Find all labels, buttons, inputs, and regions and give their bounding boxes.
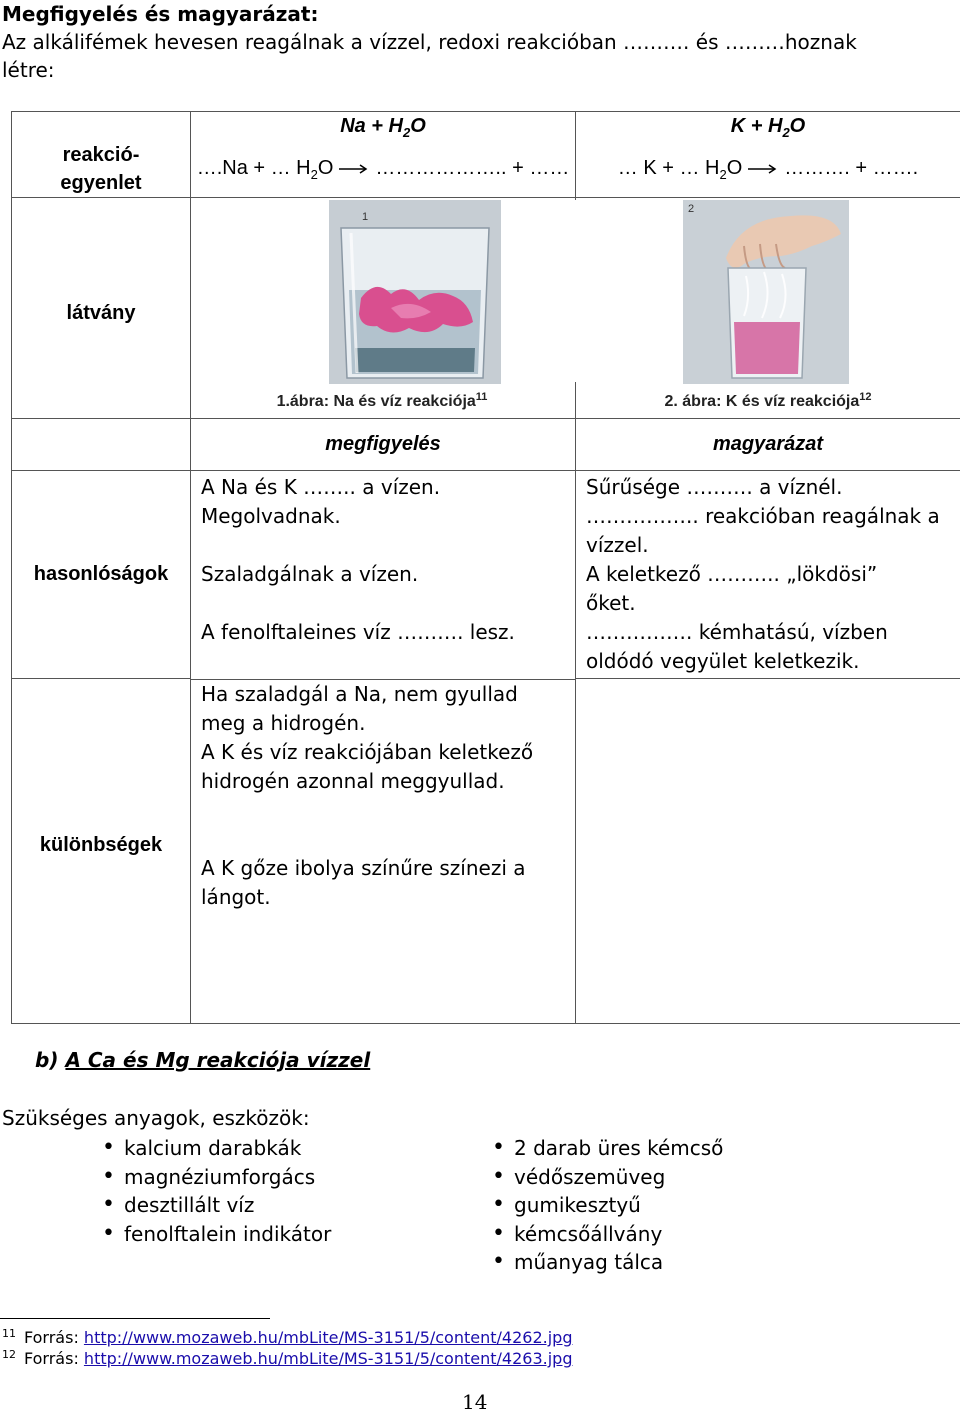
materials-list-right (492, 1134, 723, 1277)
row-label-view: látvány (12, 198, 191, 419)
list-item: • desztillált víz (102, 1191, 331, 1220)
list-item: • 2 darab üres kémcső (492, 1134, 723, 1163)
column-k-header: $K + H_2O$ (576, 112, 960, 141)
photo-cell-na (191, 198, 576, 419)
differences-observation: Ha szaladgál a Na, nem gyullad meg a hidrogén. A K és víz reakciójában keletkező hidrogén azonnal meggyullad. A K gőze ibolya színűre színezi a lángot. (191, 679, 576, 1024)
list-item: • kalcium darabkák (102, 1134, 331, 1163)
materials-title: Szükséges anyagok, eszközök: (2, 1106, 310, 1130)
row-label-similarities: hasonlóságok (12, 471, 191, 679)
materials-list-left (102, 1134, 331, 1248)
differences-explanation (576, 679, 960, 1024)
photo-cell-k (576, 198, 960, 419)
list-item: • fenolftalein indikátor (102, 1220, 331, 1249)
footnote-11: $^{11}$ Forrás: http://www.mozaweb.hu/mbLite/MS-3151/5/content/4262.jpg (2, 1328, 572, 1347)
intro (2, 0, 952, 84)
footnote-link[interactable]: http://www.mozaweb.hu/mbLite/MS-3151/5/content/4263.jpg (84, 1349, 573, 1368)
intro-line-1: Az alkálifémek hevesen reagálnak a vízzel, redoxi reakcióban ………. és ………hoznak (2, 28, 952, 56)
sodium-beaker-photo (191, 198, 576, 418)
list-item: • műanyag tálca (492, 1248, 723, 1277)
potassium-beaker-photo (576, 198, 960, 418)
footnote-divider (0, 1318, 270, 1319)
column-na-header: $Na + H_2O$ (191, 112, 576, 141)
intro-line-2: létre: (2, 56, 952, 84)
row-label-equation: reakció- egyenlet (12, 141, 191, 198)
arrow-icon (339, 164, 369, 174)
row-label-differences: különbségek (12, 679, 191, 1024)
comparison-table (11, 111, 960, 1024)
intro-heading: Megfigyelés és magyarázat: (2, 0, 952, 28)
list-item: • magnéziumforgács (102, 1163, 331, 1192)
header-explanation: magyarázat (576, 419, 960, 471)
caption-k: 2. ábra: K és víz reakciója$^{12}$ (664, 391, 871, 410)
caption-na: 1.ábra: Na és víz reakciója$^{11}$ (277, 391, 488, 410)
page-number: 14 (462, 1390, 487, 1414)
equation-na: ….Na + … $H_2O$ ……………….. + …… (191, 141, 576, 198)
similarities-explanation: Sűrűsége ………. a víznél. …………….. reakcióban reagálnak a vízzel. A keletkező ……….. „lökdösi” őket. ……………. kémhatású, vízben oldódó vegyület keletkezik. (576, 471, 960, 679)
list-item: • védőszemüveg (492, 1163, 723, 1192)
footnote-12: $^{12}$ Forrás: http://www.mozaweb.hu/mbLite/MS-3151/5/content/4263.jpg (2, 1349, 572, 1368)
equation-k: … K + … $H_2O$ ………. + ……. (576, 141, 960, 198)
svg-text:1: 1 (362, 211, 368, 223)
list-item: • gumikesztyű (492, 1191, 723, 1220)
list-item: • kémcsőállvány (492, 1220, 723, 1249)
header-observation: megfigyelés (191, 419, 576, 471)
svg-text:2: 2 (688, 203, 694, 215)
footnote-link[interactable]: http://www.mozaweb.hu/mbLite/MS-3151/5/content/4262.jpg (84, 1328, 573, 1347)
arrow-icon (748, 164, 778, 174)
section-b-heading: b) A Ca és Mg reakciója vízzel (35, 1048, 370, 1072)
similarities-observation: A Na és K …….. a vízen. Megolvadnak. Szaladgálnak a vízen. A fenolftaleines víz ………. lesz. (191, 471, 576, 679)
